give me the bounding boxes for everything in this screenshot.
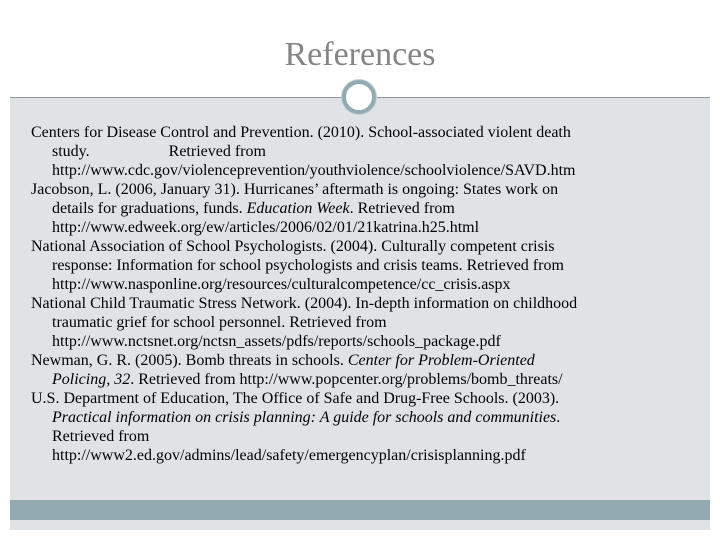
reference-url: http://www2.ed.gov/admins/lead/safety/emergencyplan/crisisplanning.pdf (52, 447, 526, 464)
reference-item-jacobson (31, 180, 697, 237)
reference-source-title: Practical information on crisis planning: A guide for schools and communities (52, 409, 557, 426)
reference-line (31, 199, 697, 218)
reference-line: response: Information for school psychologists and crisis teams. Retrieved from (52, 257, 564, 274)
reference-line (31, 370, 697, 389)
reference-text: . Retrieved from http://www.popcenter.org/problems/bomb_threats/ (130, 371, 563, 388)
reference-text: . (556, 409, 561, 426)
slide (10, 10, 710, 530)
reference-line: Jacobson, L. (2006, January 31). Hurricanes’ aftermath is ongoing: States work on (31, 181, 559, 198)
reference-source-title: Education Week (246, 200, 350, 217)
reference-line: Retrieved from (52, 428, 150, 445)
reference-line: National Association of School Psychologists. (2004). Culturally competent crisis (31, 238, 555, 255)
reference-url: http://www.cdc.gov/violenceprevention/youthviolence/schoolviolence/SAVD.htm (52, 162, 576, 179)
reference-item-newman (31, 351, 697, 389)
reference-line: National Child Traumatic Stress Network. (2004). In-depth information on childhood (31, 295, 578, 312)
reference-line: traumatic grief for school personnel. Retrieved from (52, 314, 387, 331)
reference-line (31, 351, 697, 370)
slide-title: References (284, 36, 436, 73)
reference-line: U.S. Department of Education, The Office of Safe and Drug-Free Schools. (2003). (31, 390, 560, 407)
reference-item-nctsn (31, 294, 697, 351)
reference-url: http://www.edweek.org/ew/articles/2006/02/01/21katrina.h25.html (52, 219, 480, 236)
reference-line: Centers for Disease Control and Prevention. (2010). School-associated violent death (31, 124, 571, 141)
reference-line (31, 142, 697, 161)
reference-text: study. (52, 143, 90, 160)
reference-text: . Retrieved from (349, 200, 455, 217)
reference-text: details for graduations, funds. (52, 200, 243, 217)
reference-item-usdoe (31, 389, 697, 465)
reference-source-title: Policing, 32 (52, 371, 131, 388)
reference-line (31, 408, 697, 427)
reference-text: Retrieved from (168, 143, 266, 160)
reference-list (31, 123, 697, 465)
reference-item-cdc (31, 123, 697, 180)
reference-url: http://www.nctsnet.org/nctsn_assets/pdfs/reports/schools_package.pdf (52, 333, 501, 350)
reference-item-nasp (31, 237, 697, 294)
reference-url: http://www.nasponline.org/resources/culturalcompetence/cc_crisis.aspx (52, 276, 511, 293)
footer-accent-bar (10, 500, 710, 520)
reference-text: Newman, G. R. (2005). Bomb threats in schools. (31, 352, 344, 369)
reference-source-title: Center for Problem-Oriented (347, 352, 535, 369)
circle-ornament-icon (342, 80, 376, 114)
